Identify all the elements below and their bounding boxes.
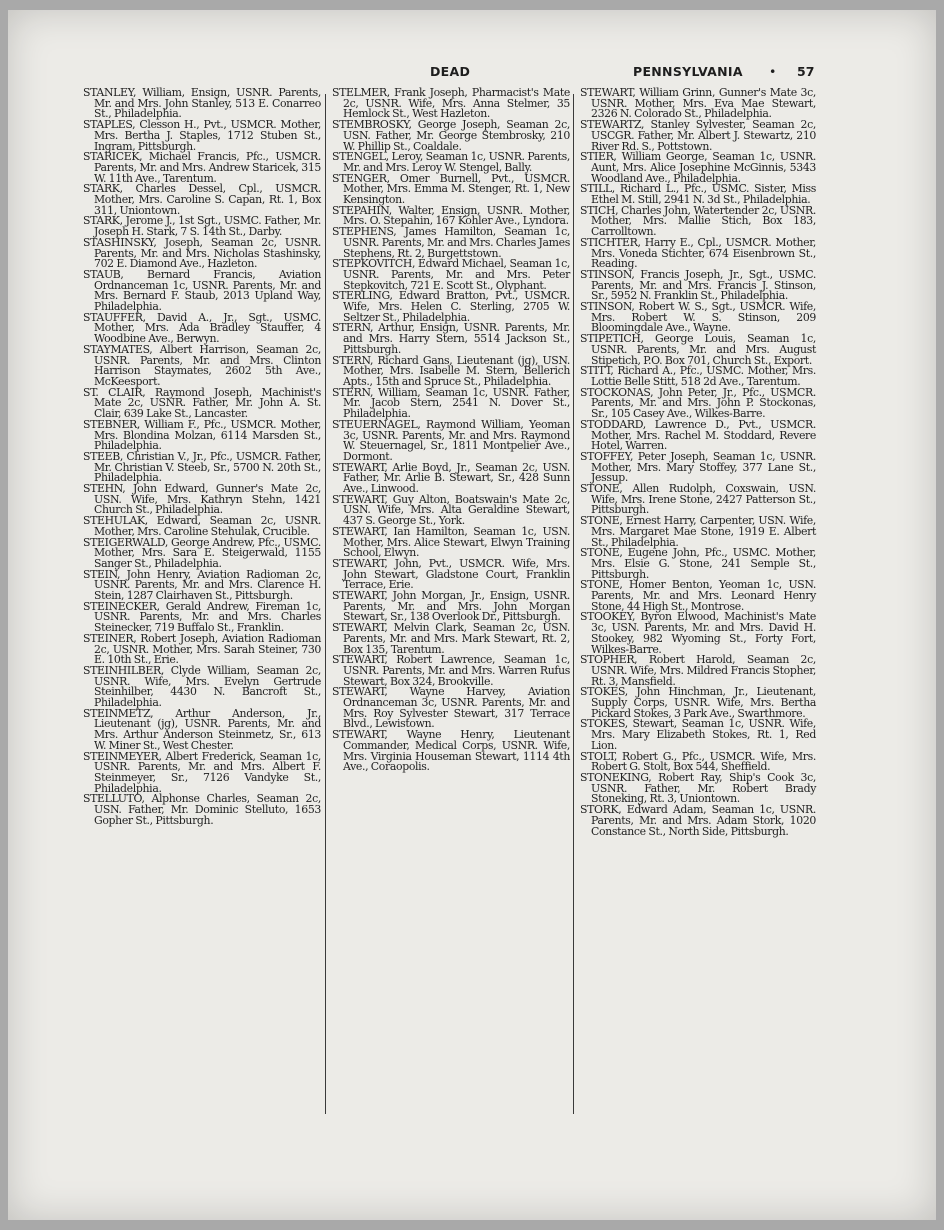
- casualty-entry: STEHN, John Edward, Gunner's Mate 2c, USN. Wife, Mrs. Kathryn Stehn, 1421 Church St., Philadelphia.: [83, 482, 321, 517]
- column-2: [332, 88, 570, 773]
- casualty-entry: STINSON, Francis Joseph, Jr., Sgt., USMC. Parents, Mr. and Mrs. Francis J. Stinson, Sr., 5952 N. Franklin St., Philadelphia.: [580, 267, 816, 303]
- casualty-entry: STAPLES, Clesson H., Pvt., USMCR. Mother, Mrs. Bertha J. Staples, 1712 Stuben St., Ingram, Pittsburgh.: [83, 118, 321, 153]
- casualty-entry: STOKES, Stewart, Seaman 1c, USNR. Wife, Mrs. Mary Elizabeth Stokes, Rt. 1, Red Lion.: [580, 717, 816, 752]
- column-divider: [325, 94, 326, 1114]
- casualty-entry: STEPHENS, James Hamilton, Seaman 1c, USNR. Parents, Mr. and Mrs. Charles James Stephens, Rt. 2, Burgettstown.: [332, 225, 570, 260]
- casualty-entry: STOFFEY, Peter Joseph, Seaman 1c, USNR. Mother, Mrs. Mary Stoffey, 377 Lane St., Jessup.: [580, 449, 816, 485]
- casualty-entry: STEWART, Wayne Harvey, Aviation Ordnanceman 3c, USNR. Parents, Mr. and Mrs. Roy Sylvester Stewart, 317 Terrace Blvd., Lewistown.: [332, 685, 570, 731]
- casualty-entry: STONE, Ernest Harry, Carpenter, USN. Wife, Mrs. Margaret Mae Stone, 1919 E. Albert St., Philadelphia.: [580, 514, 816, 549]
- casualty-entry: STELMER, Frank Joseph, Pharmacist's Mate 2c, USNR. Wife, Mrs. Anna Stelmer, 35 Hemlock St., West Hazleton.: [332, 86, 570, 121]
- casualty-entry: STARK, Charles Dessel, Cpl., USMCR. Mother, Mrs. Caroline S. Capan, Rt. 1, Box 311, Uniontown.: [83, 182, 321, 217]
- casualty-entry: STERLING, Edward Bratton, Pvt., USMCR. Wife, Mrs. Helen C. Sterling, 2705 W. Seltzer St., Philadelphia.: [332, 289, 570, 324]
- page-number: 57: [797, 64, 815, 79]
- casualty-entry: STORK, Edward Adam, Seaman 1c, USNR. Parents, Mr. and Mrs. Adam Stork, 1020 Constance St., North Side, Pittsburgh.: [580, 803, 816, 838]
- casualty-entry: ST. CLAIR, Raymond Joseph, Machinist's Mate 2c, USNR. Father, Mr. John A. St. Clair, 639 Lake St., Lancaster.: [83, 385, 321, 421]
- casualty-entry: STONE, Eugene John, Pfc., USMC. Mother, Mrs. Elsie G. Stone, 241 Semple St., Pittsburgh.: [580, 546, 816, 581]
- casualty-entry: STOCKONAS, John Peter, Jr., Pfc., USMCR. Parents, Mr. and Mrs. John P. Stockonas, Sr., 105 Casey Ave., Wilkes-Barre.: [580, 385, 816, 421]
- casualty-entry: STONE, Homer Benton, Yeoman 1c, USN. Parents, Mr. and Mrs. Leonard Henry Stone, 44 High St., Montrose.: [580, 578, 816, 613]
- casualty-entry: STOLT, Robert G., Pfc., USMCR. Wife, Mrs. Robert G. Stolt, Box 544, Sheffield.: [580, 749, 816, 774]
- casualty-entry: STAUFFER, David A., Jr., Sgt., USMC. Mother, Mrs. Ada Bradley Stauffer, 4 Woodbine Ave., Berwyn.: [83, 310, 321, 346]
- casualty-entry: STONEKING, Robert Ray, Ship's Cook 3c, USNR. Father, Mr. Robert Brady Stoneking, Rt. 3, Uniontown.: [580, 771, 816, 806]
- section-title: DEAD: [430, 64, 471, 79]
- casualty-entry: STERN, William, Seaman 1c, USNR. Father, Mr. Jacob Stern, 2541 N. Dover St., Philadelphia.: [332, 385, 570, 421]
- page-header: [0, 64, 944, 82]
- casualty-entry: STEWART, William Grinn, Gunner's Mate 3c, USNR. Mother, Mrs. Eva Mae Stewart, 2326 N. Colorado St., Philadelphia.: [580, 86, 816, 121]
- casualty-entry: STITT, Richard A., Pfc., USMC. Mother, Mrs. Lottie Belle Stitt, 518 2d Ave., Tarentum.: [580, 364, 816, 388]
- casualty-entry: STEHULAK, Edward, Seaman 2c, USNR. Mother, Mrs. Caroline Stehulak, Crucible.: [83, 514, 321, 538]
- casualty-entry: STARICEK, Michael Francis, Pfc., USMCR. Parents, Mr. and Mrs. Andrew Staricek, 315 W. 11th Ave., Tarentum.: [83, 150, 321, 185]
- casualty-entry: STEWART, Ian Hamilton, Seaman 1c, USN. Mother, Mrs. Alice Stewart, Elwyn Training School, Elwyn.: [332, 524, 570, 560]
- casualty-entry: STAYMATES, Albert Harrison, Seaman 2c, USNR. Parents, Mr. and Mrs. Clinton Harrison Staymates, 2602 5th Ave., McKeesport.: [83, 342, 321, 388]
- casualty-entry: STARK, Jerome J., 1st Sgt., USMC. Father, Mr. Joseph H. Stark, 7 S. 14th St., Darby.: [83, 214, 321, 239]
- casualty-entry: STEUERNAGEL, Raymond William, Yeoman 3c, USNR. Parents, Mr. and Mrs. Raymond W. Steuernagel, Sr., 1811 Montpelier Ave., Dormont.: [332, 417, 570, 463]
- casualty-entry: STIER, William George, Seaman 1c, USNR. Aunt, Mrs. Alice Josephine McGinnis, 5343 Woodland Ave., Philadelphia.: [580, 150, 816, 185]
- casualty-entry: STICHTER, Harry E., Cpl., USMCR. Mother, Mrs. Voneda Stichter, 674 Eisenbrown St., Reading.: [580, 235, 816, 271]
- casualty-entry: STERN, Richard Gans, Lieutenant (jg), USN. Mother, Mrs. Isabelle M. Stern, Bellerich Apts., 15th and Spruce St., Philadelphia.: [332, 353, 570, 388]
- casualty-entry: STEWART, Robert Lawrence, Seaman 1c, USNR. Parents, Mr. and Mrs. Warren Rufus Stewart, Box 324, Brookville.: [332, 653, 570, 688]
- casualty-entry: STICH, Charles John, Watertender 2c, USNR. Mother, Mrs. Mallie Stich, Box 183, Carrolltown.: [580, 203, 816, 239]
- casualty-entry: STEWART, John Morgan, Jr., Ensign, USNR. Parents, Mr. and Mrs. John Morgan Stewart, Sr., 138 Overlook Dr., Pittsburgh.: [332, 589, 570, 624]
- casualty-entry: STEBNER, William F., Pfc., USMCR. Mother, Mrs. Blondina Molzan, 6114 Marsden St., Philadelphia.: [83, 417, 321, 453]
- casualty-entry: STEWART, Wayne Henry, Lieutenant Commander, Medical Corps, USNR. Wife, Mrs. Virginia Houseman Stewart, 1114 4th Ave., Coraopolis.: [332, 728, 570, 774]
- casualty-entry: STILL, Richard L., Pfc., USMC. Sister, Miss Ethel M. Still, 2941 N. 3d St., Philadelphia.: [580, 182, 816, 207]
- casualty-entry: STOOKEY, Byron Elwood, Machinist's Mate 3c, USN. Parents, Mr. and Mrs. David H. Stookey, 982 Wyoming St., Forty Fort, Wilkes-Barre.: [580, 610, 816, 656]
- casualty-entry: STIPETICH, George Louis, Seaman 1c, USNR. Parents, Mr. and Mrs. August Stipetich, P.O. Box 701, Church St., Export.: [580, 332, 816, 367]
- casualty-entry: STENGEL, Leroy, Seaman 1c, USNR. Parents, Mr. and Mrs. Leroy W. Stengel, Bally.: [332, 150, 570, 174]
- casualty-entry: STEPKOVITCH, Edward Michael, Seaman 1c, USNR. Parents, Mr. and Mrs. Peter Stepkovitch, 721 E. Scott St., Olyphant.: [332, 257, 570, 292]
- casualty-entry: STEINER, Robert Joseph, Aviation Radioman 2c, USNR. Mother, Mrs. Sarah Steiner, 730 E. 10th St., Erie.: [83, 631, 321, 667]
- casualty-entry: STEWART, Melvin Clark, Seaman 2c, USN. Parents, Mr. and Mrs. Mark Stewart, Rt. 2, Box 135, Tarentum.: [332, 621, 570, 656]
- casualty-entry: STEINMETZ, Arthur Anderson, Jr., Lieutenant (jg), USNR. Parents, Mr. and Mrs. Arthur Anderson Steinmetz, Sr., 613 W. Miner St., West Chester.: [83, 706, 321, 752]
- casualty-entry: STANLEY, William, Ensign, USNR. Parents, Mr. and Mrs. John Stanley, 513 E. Conarreo St., Philadelphia.: [83, 86, 321, 121]
- casualty-entry: STASHINSKY, Joseph, Seaman 2c, USNR. Parents, Mr. and Mrs. Nicholas Stashinsky, 702 E. Diamond Ave., Hazleton.: [83, 235, 321, 271]
- casualty-entry: STOPHER, Robert Harold, Seaman 2c, USNR. Wife, Mrs. Mildred Francis Stopher, Rt. 3, Mansfield.: [580, 653, 816, 688]
- casualty-entry: STEPAHIN, Walter, Ensign, USNR. Mother, Mrs. O. Stepahin, 167 Kohler Ave., Lyndora.: [332, 203, 570, 228]
- casualty-entry: STONE, Allen Rudolph, Coxswain, USN. Wife, Mrs. Irene Stone, 2427 Patterson St., Pittsburgh.: [580, 482, 816, 517]
- casualty-entry: STEWART, Arlie Boyd, Jr., Seaman 2c, USN. Father, Mr. Arlie B. Stewart, Sr., 428 Sunn Ave., Linwood.: [332, 460, 570, 496]
- casualty-entry: STERN, Arthur, Ensign, USNR. Parents, Mr. and Mrs. Harry Stern, 5514 Jackson St., Pittsburgh.: [332, 321, 570, 356]
- casualty-entry: STELLUTO, Alphonse Charles, Seaman 2c, USN. Father, Mr. Dominic Stelluto, 1653 Gopher St., Pittsburgh.: [83, 792, 321, 827]
- column-3: [580, 88, 816, 837]
- casualty-entry: STODDARD, Lawrence D., Pvt., USMCR. Mother, Mrs. Rachel M. Stoddard, Revere Hotel, Warren.: [580, 417, 816, 453]
- column-divider: [573, 94, 574, 1114]
- casualty-entry: STEIGERWALD, George Andrew, Pfc., USMC. Mother, Mrs. Sara E. Steigerwald, 1155 Sanger St., Philadelphia.: [83, 535, 321, 570]
- casualty-entry: STEINHILBER, Clyde William, Seaman 2c, USNR. Wife, Mrs. Evelyn Gertrude Steinhilber, 4430 N. Bancroft St., Philadelphia.: [83, 663, 321, 710]
- header-bullet: •: [769, 64, 777, 79]
- casualty-entry: STEINECKER, Gerald Andrew, Fireman 1c, USNR. Parents, Mr. and Mrs. Charles Steinecker, 719 Buffalo St., Franklin.: [83, 599, 321, 635]
- casualty-entry: STINSON, Robert W. S., Sgt., USMCR. Wife, Mrs. Robert W. S. Stinson, 209 Bloomingdale Ave., Wayne.: [580, 300, 816, 335]
- casualty-entry: STEWART, Guy Alton, Boatswain's Mate 2c, USN. Wife, Mrs. Alta Geraldine Stewart, 437 S. George St., York.: [332, 492, 570, 528]
- casualty-entry: STAUB, Bernard Francis, Aviation Ordnanceman 1c, USNR. Parents, Mr. and Mrs. Bernard F. Staub, 2013 Upland Way, Philadelphia.: [83, 267, 321, 314]
- casualty-entry: STENGER, Omer Burnell, Pvt., USMCR. Mother, Mrs. Emma M. Stenger, Rt. 1, New Kensington.: [332, 171, 570, 207]
- casualty-entry: STOKES, John Hinchman, Jr., Lieutenant, Supply Corps, USNR. Wife, Mrs. Bertha Pickard Stokes, 3 Park Ave., Swarthmore.: [580, 685, 816, 720]
- casualty-entry: STEWART, John, Pvt., USMCR. Wife, Mrs. John Stewart, Gladstone Court, Franklin Terrace, Erie.: [332, 556, 570, 592]
- casualty-entry: STEWARTZ, Stanley Sylvester, Seaman 2c, USCGR. Father, Mr. Albert J. Stewartz, 210 River Rd. S., Pottstown.: [580, 118, 816, 153]
- casualty-entry: STEINMEYER, Albert Frederick, Seaman 1c, USNR. Parents, Mr. and Mrs. Albert F. Steinmeyer, Sr., 7126 Vandyke St., Philadelphia.: [83, 749, 321, 795]
- state-title: PENNSYLVANIA: [633, 64, 743, 79]
- casualty-entry: STEMBROSKY, George Joseph, Seaman 2c, USN. Father, Mr. George Stembrosky, 210 W. Phillip St., Coaldale.: [332, 118, 570, 153]
- casualty-entry: STEIN, John Henry, Aviation Radioman 2c, USNR. Parents, Mr. and Mrs. Clarence H. Stein, 1287 Clairhaven St., Pittsburgh.: [83, 567, 321, 603]
- column-1: [83, 88, 321, 827]
- casualty-entry: STEEB, Christian V., Jr., Pfc., USMCR. Father, Mr. Christian V. Steeb, Sr., 5700 N. 20th St., Philadelphia.: [83, 449, 321, 485]
